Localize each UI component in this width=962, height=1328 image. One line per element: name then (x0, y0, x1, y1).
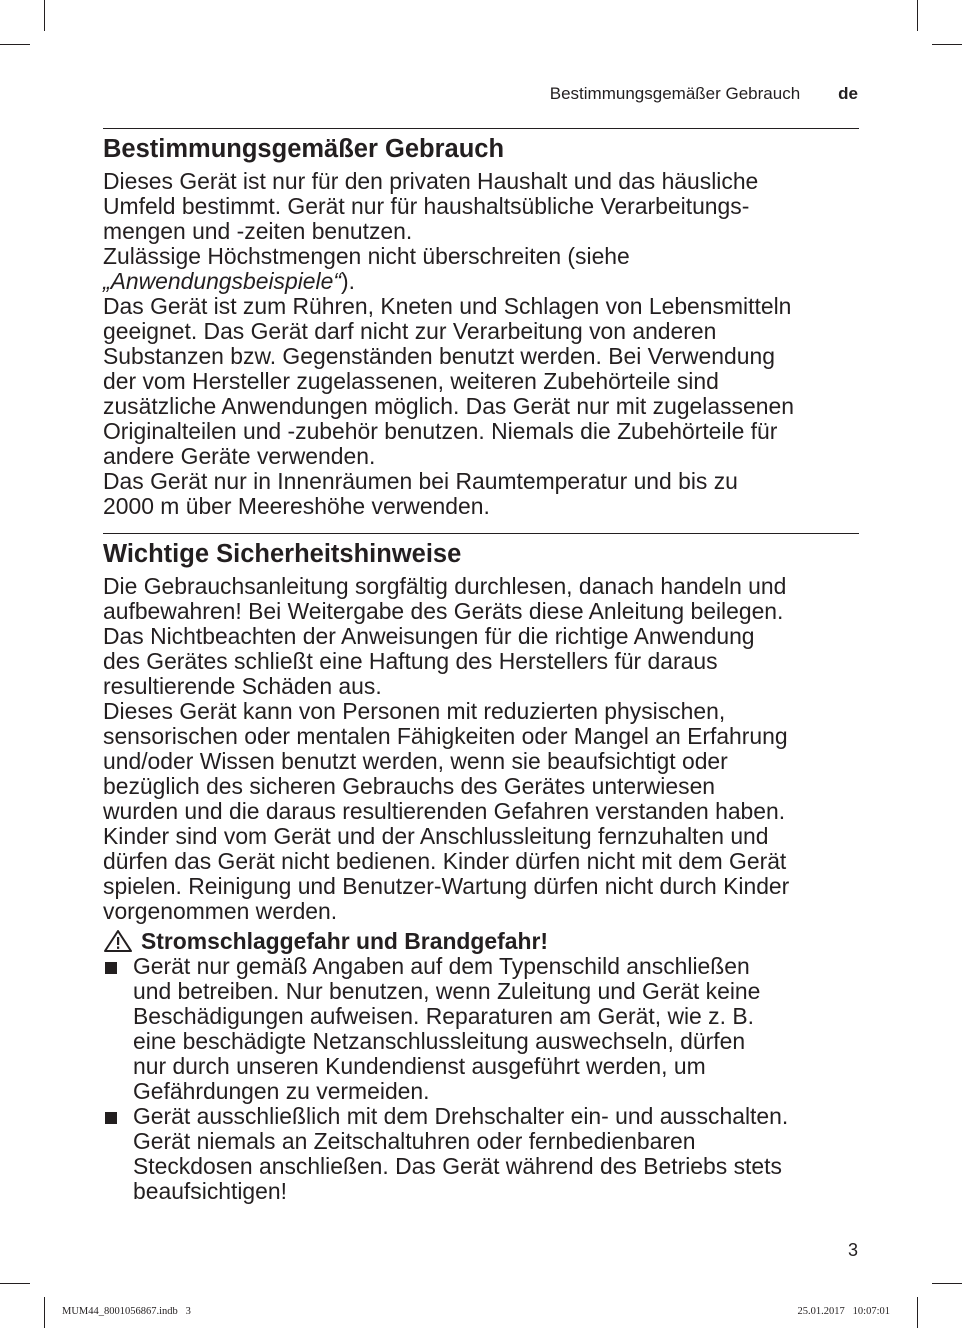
crop-mark (44, 1297, 45, 1328)
section-intended-use (103, 128, 859, 519)
crop-mark (0, 1283, 30, 1284)
warning-list (103, 954, 859, 1204)
print-slug-file: MUM44_8001056867.indb 3 (62, 1306, 191, 1317)
warning-title: Stromschlaggefahr und Brandgefahr! (141, 928, 548, 954)
italic-reference: „Anwendungsbeispiele“ (103, 268, 341, 294)
crop-mark (917, 1297, 918, 1328)
square-bullet-icon (105, 962, 117, 974)
running-header (550, 84, 858, 104)
crop-mark (932, 44, 962, 45)
paragraph: Dieses Gerät kann von Personen mit reduzierten physischen, sensorischen oder mentalen Fähigkeiten oder Mangel an Erfahrung und/oder Wissen benutzt werden, wenn sie beaufsichtigt oder bezüglich des sicheren Gebrauchs des Gerätes unterwiesen wurden und die daraus resultierenden Gefahren verstanden haben. Kinder sind vom Gerät und der Anschlussleitung fernzuhalten und dürfen das Gerät nicht bedienen. Kinder dürfen nicht mit dem Gerät spielen. Reinigung und Benutzer-Wartung dürfen nicht durch Kinder vorgenommen werden. (103, 698, 790, 924)
section-safety (103, 533, 859, 1204)
page-number: 3 (847, 1240, 858, 1260)
running-title: Bestimmungsgemäßer Gebrauch (549, 84, 801, 103)
paragraph: Das Gerät nur in Innenräumen bei Raumtemperatur und bis zu 2000 m über Meereshöhe verwenden. (103, 468, 738, 519)
paragraph: Die Gebrauchsanleitung sorgfältig durchlesen, danach handeln und aufbewahren! Bei Weitergabe des Geräts diese Anleitung beilegen. Das Nichtbeachten der Anweisungen für die richtige Anwendung des Gerätes schließt eine Haftung des Herstellers für daraus resultierende Schäden aus. (103, 573, 787, 699)
list-item: Gerät nur gemäß Angaben auf dem Typenschild anschließen und betreiben. Nur benutzen, wenn Zuleitung und Gerät keine Beschädigungen aufweisen. Reparaturen am Gerät, wie z. B. eine beschädigte Netzanschlussleitung auswechseln, dürfen nur durch unseren Kundendienst ausgeführt werden, um Gefährdungen zu vermeiden. (103, 954, 859, 1104)
crop-mark (44, 0, 45, 31)
language-code: de (838, 84, 858, 103)
print-slug-date: 25.01.2017 10:07:01 (797, 1306, 890, 1317)
paragraph: Das Gerät ist zum Rühren, Kneten und Schlagen von Lebensmitteln geeignet. Das Gerät darf nicht zur Verarbeitung von anderen Substanzen bzw. Gegenständen benutzt werden. Bei Verwendung der vom Hersteller zugelassenen, weiteren Zubehörteile sind zusätzliche Anwendungen möglich. Das Gerät nur mit zugelassenen Originalteilen und -zubehör benutzen. Niemals die Zubehörteile für andere Geräte verwenden. (103, 293, 794, 469)
crop-mark (932, 1283, 962, 1284)
section-title: Wichtige Sicherheitshinweise (103, 540, 462, 568)
paragraph: Zulässige Höchstmengen nicht überschreiten (siehe „Anwendungsbeispiele“). (103, 243, 630, 294)
crop-mark (0, 44, 30, 45)
page-content (103, 128, 859, 1204)
warning-triangle-icon (103, 929, 133, 953)
paragraph: Dieses Gerät ist nur für den privaten Haushalt und das häusliche Umfeld bestimmt. Gerät nur für haushaltsübliche Verarbeitungs- mengen und -zeiten benutzen. (103, 168, 759, 244)
section-title: Bestimmungsgemäßer Gebrauch (103, 135, 505, 163)
crop-mark (917, 0, 918, 31)
list-item: Gerät ausschließlich mit dem Drehschalter ein- und ausschalten. Gerät niemals an Zeitschaltuhren oder fernbedienbaren Steckdosen anschließen. Das Gerät während des Betriebs stets beaufsichtigen! (103, 1104, 859, 1204)
warning-heading (103, 929, 859, 954)
square-bullet-icon (105, 1112, 117, 1124)
